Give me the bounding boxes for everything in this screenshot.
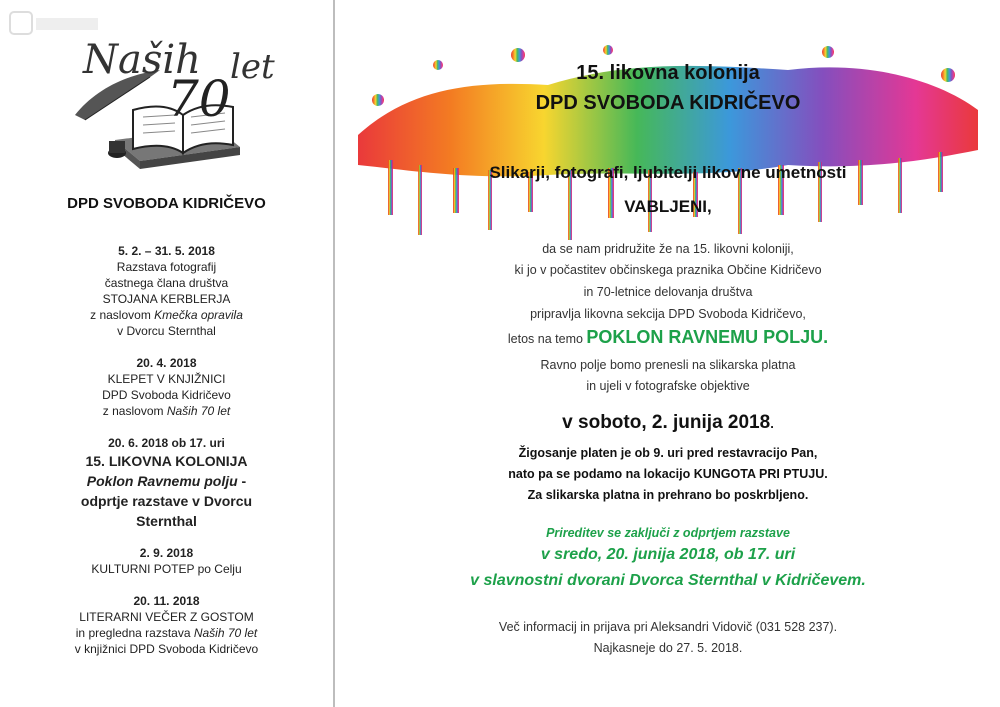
event-date: 2. 9. 2018 xyxy=(139,546,194,560)
title-line-1: 15. likovna kolonija xyxy=(576,62,760,84)
body-line: da se nam pridružite že na 15. likovni koloniji, xyxy=(542,242,794,256)
page-divider xyxy=(333,0,335,707)
org-title: DPD SVOBODA KIDRIČEVO xyxy=(67,195,266,212)
event-date-main xyxy=(336,412,1000,434)
theme-prefix: letos na temo xyxy=(507,332,587,346)
info-line: Več informacij in prijava pri Aleksandri Vidovič (031 528 237). xyxy=(498,620,838,634)
event-headline: 15. LIKOVNA KOLONIJA xyxy=(85,453,248,469)
invite-line-1: Slikarji, fotografi, ljubitelji likovne umetnosti xyxy=(489,163,847,182)
closing-line-1: v sredo, 20. junija 2018, ob 17. uri xyxy=(540,546,796,563)
sub-line: Ravno polje bomo prenesli na slikarska platna xyxy=(540,358,796,372)
logo-number: 70 xyxy=(167,70,231,128)
theme-text: POKLON RAVNEMU POLJU. xyxy=(586,327,829,347)
event-line: v knjižnici DPD Svoboda Kidričevo xyxy=(74,642,259,656)
event-line-prefix: in pregledna razstava xyxy=(75,626,194,640)
event-date: 20. 11. 2018 xyxy=(133,594,200,608)
invite-line-2: VABLJENI, xyxy=(624,197,712,216)
event-item xyxy=(10,593,323,657)
event-line xyxy=(10,403,323,419)
event-headline: Sternthal xyxy=(136,513,197,529)
event-line: LITERARNI VEČER Z GOSTOM xyxy=(79,610,254,624)
event-line: Razstava fotografij xyxy=(116,260,217,274)
bold-line: Žigosanje platen je ob 9. uri pred restavracijo Pan, xyxy=(518,446,818,460)
logo-word-let: let xyxy=(230,47,275,87)
closing-note: Prireditev se zaključi z odprtjem razstave xyxy=(546,526,790,540)
event-line: KLEPET V KNJIŽNICI xyxy=(107,372,226,386)
event-date: 20. 6. 2018 ob 17. uri xyxy=(108,436,225,450)
event-line-prefix: z naslovom xyxy=(102,404,167,418)
bold-line: nato pa se podamo na lokacijo KUNGOTA PRI PTUJU. xyxy=(508,467,828,481)
body-line: pripravlja likovna sekcija DPD Svoboda Kidričevo, xyxy=(530,307,806,321)
event-line: v Dvorcu Sternthal xyxy=(117,324,216,338)
event-title: Kmečka opravila xyxy=(154,308,243,322)
events-list xyxy=(10,243,323,673)
event-line-prefix: z naslovom xyxy=(90,308,155,322)
sub-line: in ujeli v fotografske objektive xyxy=(586,379,750,393)
event-line: KULTURNI POTEP po Celju xyxy=(91,562,242,576)
bold-line: Za slikarska platna in prehrano bo poskrbljeno. xyxy=(527,488,809,502)
event-item xyxy=(10,435,323,531)
event-headline-rest: - xyxy=(237,473,247,489)
event-date: 20. 4. 2018 xyxy=(136,356,197,370)
event-item xyxy=(10,355,323,419)
event-item xyxy=(10,243,323,339)
event-headline xyxy=(10,471,323,491)
theme-line xyxy=(336,327,1000,348)
event-title: Poklon Ravnemu polju xyxy=(86,473,238,489)
event-line: STOJANA KERBLERJA xyxy=(102,292,231,306)
event-title: Naših 70 let xyxy=(166,404,231,418)
event-date: 5. 2. – 31. 5. 2018 xyxy=(118,244,215,258)
event-headline: odprtje razstave v Dvorcu xyxy=(80,493,253,509)
event-date-text: v soboto, 2. junija 2018 xyxy=(562,412,771,433)
event-line: DPD Svoboda Kidričevo xyxy=(102,388,231,402)
event-line xyxy=(10,625,323,641)
event-date-dot: . xyxy=(770,416,774,431)
anniversary-logo xyxy=(55,35,285,180)
event-line xyxy=(10,307,323,323)
deadline-line: Najkasneje do 27. 5. 2018. xyxy=(593,641,743,655)
title-line-2: DPD SVOBODA KIDRIČEVO xyxy=(535,92,801,114)
left-panel xyxy=(0,0,333,707)
event-title: Naših 70 let xyxy=(193,626,258,640)
event-line: častnega člana društva xyxy=(104,276,229,290)
body-line: ki jo v počastitev občinskega praznika Občine Kidričevo xyxy=(514,263,822,277)
body-line: in 70-letnice delovanja društva xyxy=(583,285,753,299)
logo-word-nasih: Naših xyxy=(83,37,201,83)
event-item xyxy=(10,545,323,577)
closing-line-2: v slavnostni dvorani Dvorca Sternthal v Kidričevem. xyxy=(470,572,866,589)
